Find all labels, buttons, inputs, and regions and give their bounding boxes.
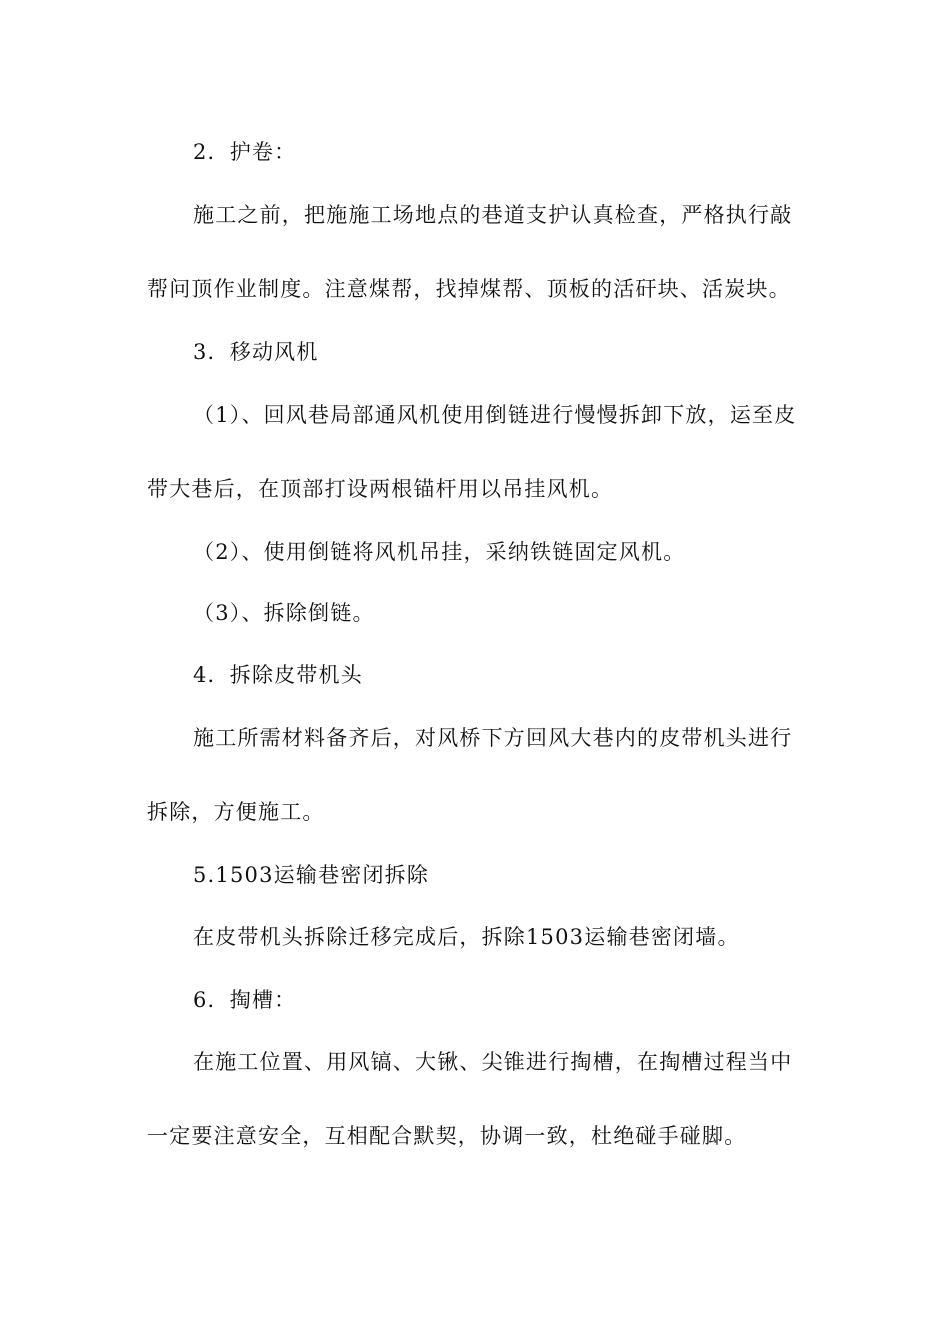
paragraph-line: 在施工位置、用风镐、大锹、尖锥进行掏槽，在掏槽过程当中 [193,1050,793,1074]
paragraph-line: 拆除，方便施工。 [147,800,325,824]
heading-3-move-fan: 3．移动风机 [193,340,319,364]
heading-2-protect-roadway: 2．护卷： [193,140,297,164]
paragraph-line: （2）、使用倒链将风机吊挂，采纳铁链固定风机。 [193,540,686,564]
paragraph-line: 在皮带机头拆除迁移完成后，拆除1503运输巷密闭墙。 [193,925,740,949]
paragraph-line: （3）、拆除倒链。 [193,601,375,625]
heading-5-remove-seal: 5.1503运输巷密闭拆除 [193,863,430,887]
paragraph-line: （1）、回风巷局部通风机使用倒链进行慢慢拆卸下放，运至皮 [193,403,797,427]
paragraph-line: 施工之前，把施施工场地点的巷道支护认真检查，严格执行敲 [193,203,793,227]
paragraph-line: 帮问顶作业制度。注意煤帮，找掉煤帮、顶板的活矸块、活炭块。 [147,277,791,301]
heading-4-remove-belt-head: 4．拆除皮带机头 [193,663,363,687]
paragraph-line: 一定要注意安全，互相配合默契，协调一致，杜绝碰手碰脚。 [147,1124,747,1148]
paragraph-line: 带大巷后，在顶部打设两根锚杆用以吊挂风机。 [147,477,614,501]
paragraph-line: 施工所需材料备齐后，对风桥下方回风大巷内的皮带机头进行 [193,726,793,750]
heading-6-cut-groove: 6．掏槽： [193,988,297,1012]
